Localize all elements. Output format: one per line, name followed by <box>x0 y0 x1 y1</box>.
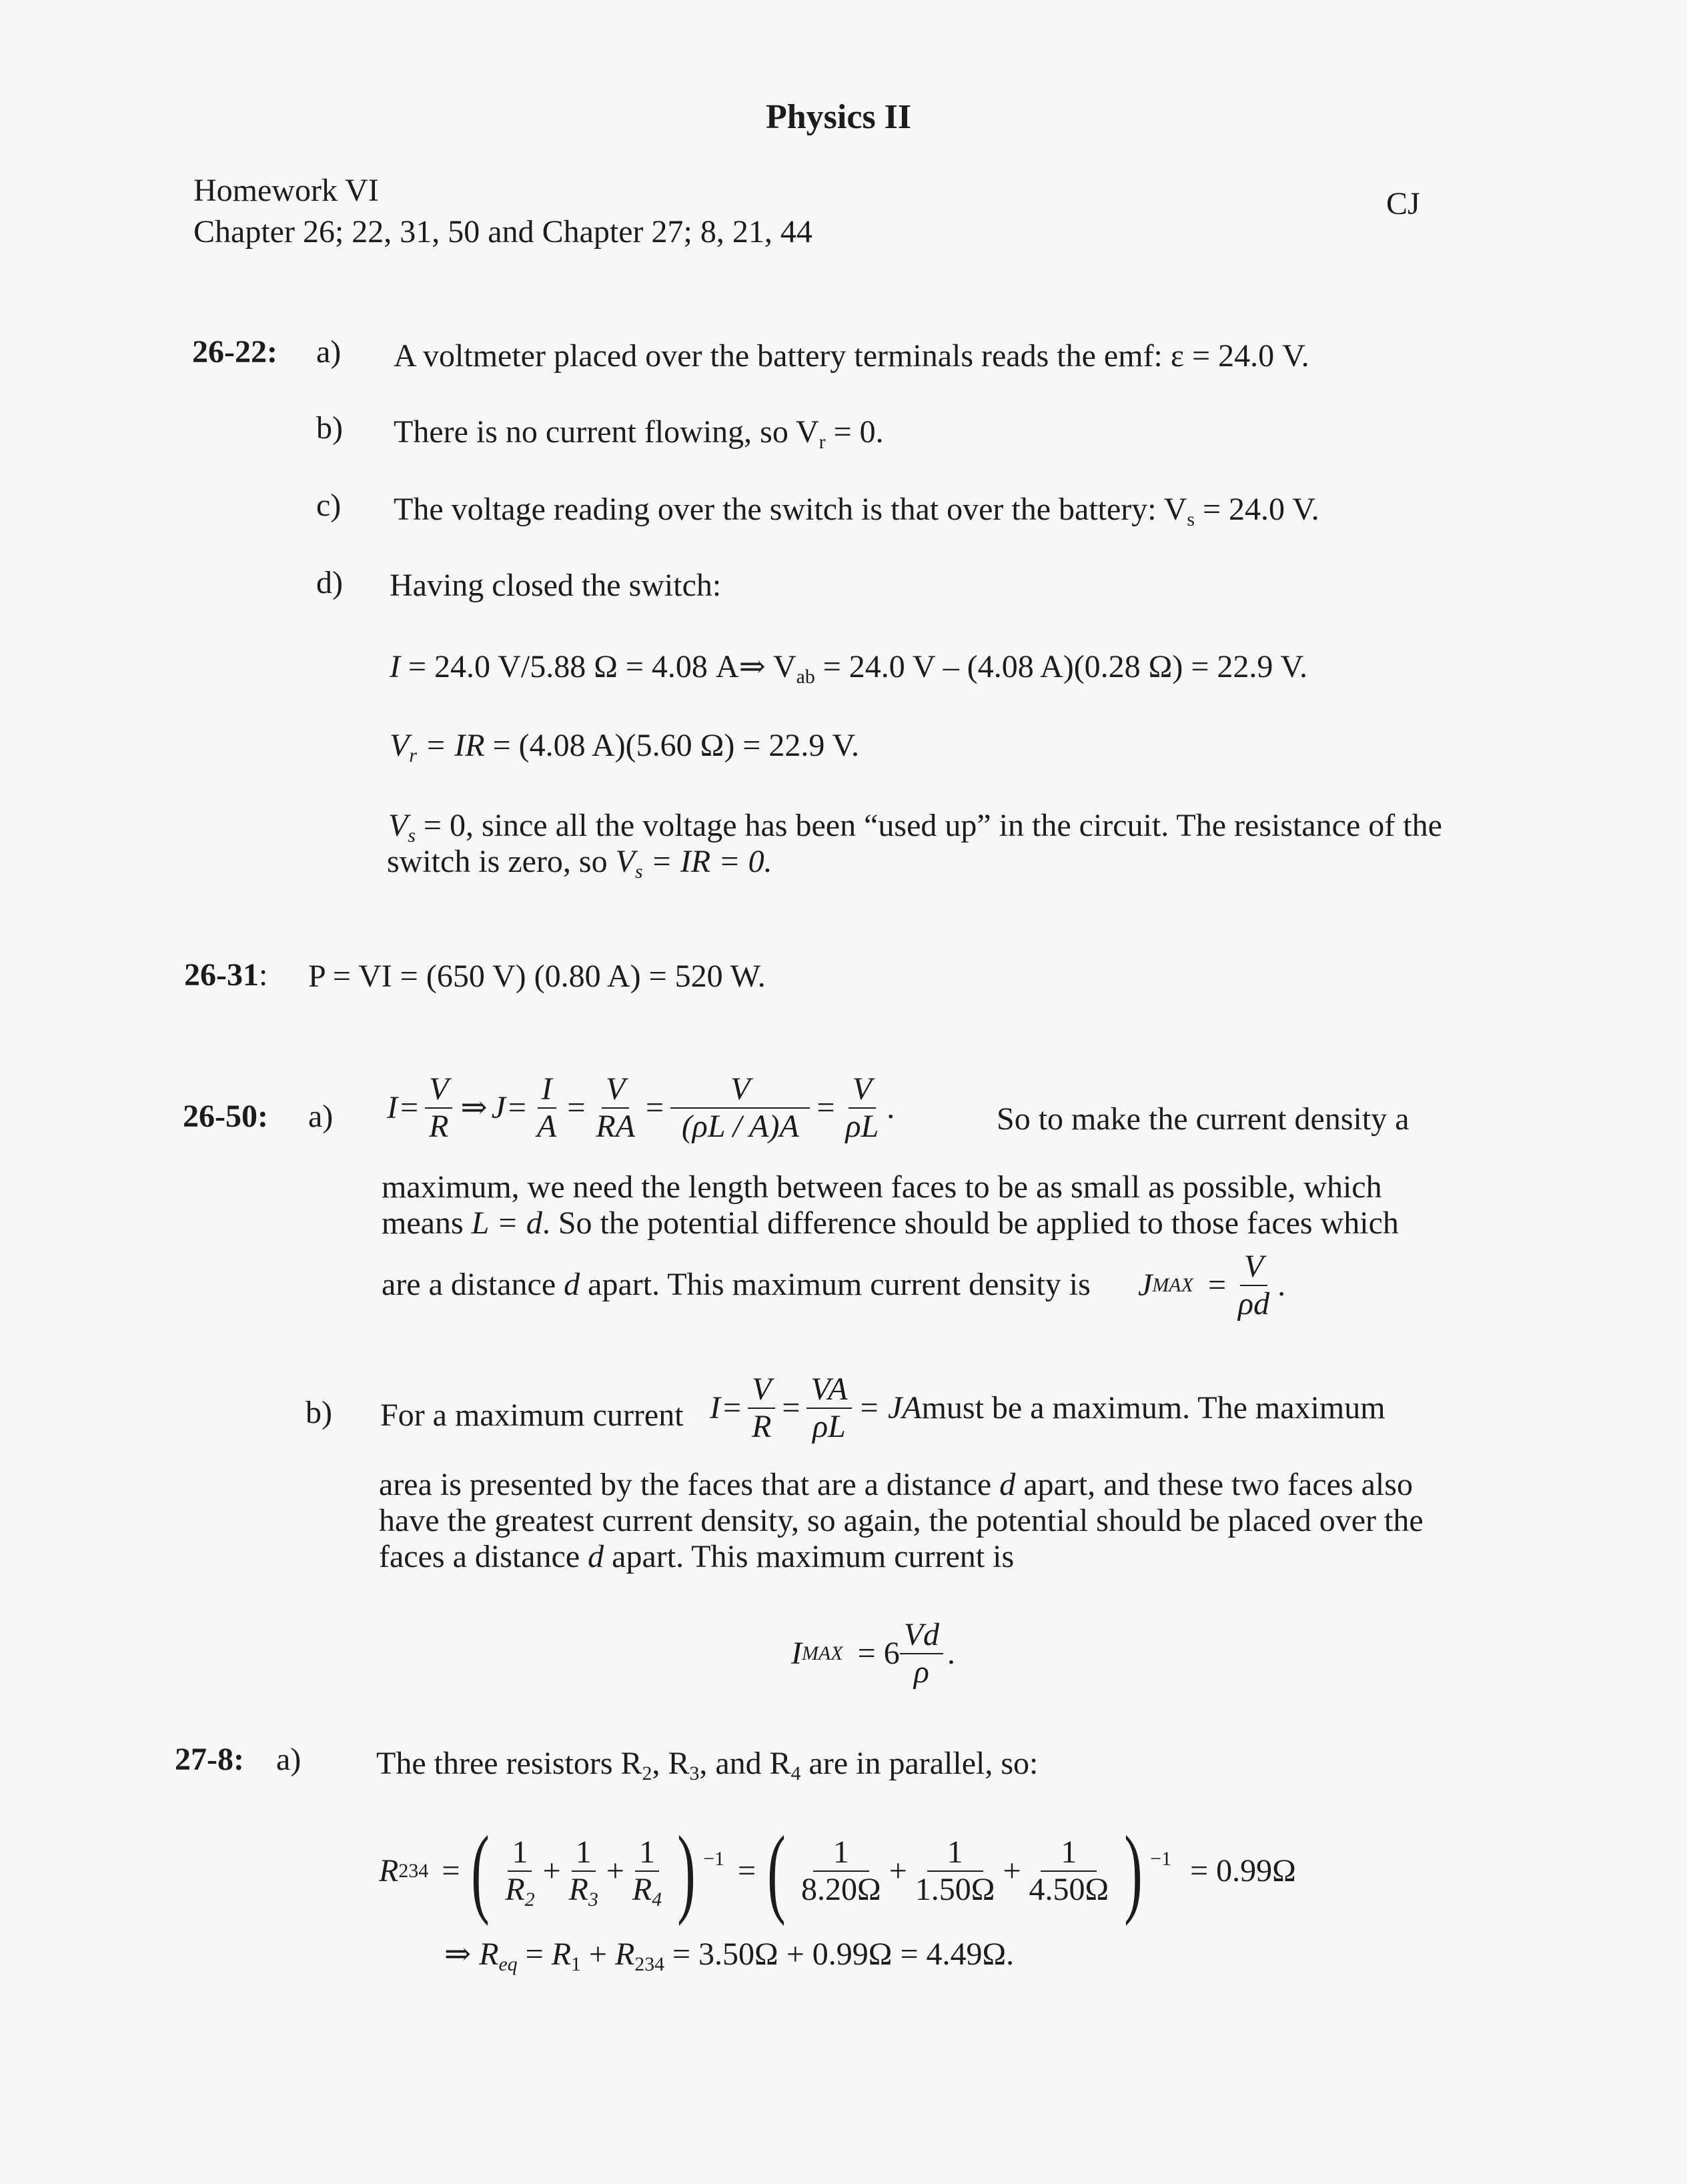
den-r4 <box>628 1872 666 1908</box>
part-b-pre: There is no current flowing, so V <box>394 414 819 450</box>
part-c-sub: s <box>1187 508 1195 530</box>
jmax-equals: = <box>1207 1267 1227 1303</box>
eq3-sub: s <box>408 824 416 847</box>
a-line4-pre: are a distance <box>382 1267 564 1302</box>
par-s4: 4 <box>790 1762 801 1784</box>
eq2-end: = (4.08 A)(5.60 Ω) = 22.9 V. <box>484 728 859 763</box>
left-paren-1: ( <box>471 1816 490 1927</box>
frac-rhol: ρL <box>845 1108 879 1144</box>
plus-b: + <box>606 1853 624 1889</box>
imax-dot: . <box>947 1636 956 1672</box>
eq1-i: I <box>390 649 400 684</box>
part-a-line3 <box>382 1205 1399 1241</box>
frac-rhola: (ρL / A)A <box>681 1108 799 1144</box>
par-pre: The three resistors R <box>376 1746 642 1781</box>
req-r234: R <box>615 1937 635 1972</box>
req-r: R <box>479 1937 499 1972</box>
fraction-i-over-a <box>533 1071 560 1145</box>
implies-arrow: ⇒ <box>460 1090 488 1126</box>
frac-1-over-450 <box>1025 1834 1113 1908</box>
part-a-label-2650: a) <box>308 1099 334 1134</box>
problem-27-8-label: 27-8: <box>175 1742 244 1777</box>
den-r2 <box>501 1872 538 1908</box>
b-post: must be a maximum. The maximum <box>921 1390 1385 1426</box>
page-title: Physics II <box>766 98 912 136</box>
b-eq-I: I <box>710 1390 720 1426</box>
par-s3: 3 <box>689 1762 700 1784</box>
eq3-line1: = 0, since all the voltage has been “used up” in the circuit. The resistance of the <box>415 808 1442 843</box>
current-equation <box>390 648 1308 688</box>
eq-equals-4: = <box>646 1090 664 1126</box>
imax-num: Vd <box>900 1617 943 1654</box>
current-density-equation <box>387 1071 895 1145</box>
par-c1: , R <box>652 1746 690 1781</box>
b-frac-v: V <box>748 1372 775 1409</box>
b-line2-post: apart, and these two faces also <box>1015 1467 1413 1502</box>
b-frac-va: VA <box>806 1372 851 1409</box>
part-b-label-2650: b) <box>306 1395 332 1430</box>
homework-label: Homework VI <box>193 173 379 208</box>
b-line4-pre: faces a distance <box>379 1539 588 1574</box>
den-r4-r: R <box>632 1872 652 1907</box>
part-b-pre-2650: For a maximum current <box>380 1398 684 1433</box>
part-b-sub: r <box>818 430 826 453</box>
eq3-line2-pre: switch is zero, so <box>387 844 616 879</box>
den-820: 8.20Ω <box>801 1872 881 1907</box>
frac-ra: RA <box>596 1108 636 1144</box>
part-b-text <box>394 414 884 453</box>
den-r2-r: R <box>505 1872 525 1907</box>
eq-equals-2: = <box>508 1090 526 1126</box>
frac-v2: V <box>602 1071 629 1109</box>
den-150: 1.50Ω <box>915 1872 995 1907</box>
eq-equals-5: = <box>816 1090 835 1126</box>
jmax-num: V <box>1240 1249 1267 1286</box>
eq-equals-3: = <box>567 1090 586 1126</box>
one-a: 1 <box>508 1834 532 1872</box>
imax-fraction <box>900 1617 943 1690</box>
a-line3-eq: L = d <box>471 1205 542 1241</box>
part-c-label: c) <box>316 488 342 523</box>
par-s2: 2 <box>642 1762 652 1784</box>
eq3-line2-end: = IR = 0. <box>642 844 772 879</box>
problem-26-50-label: 26-50: <box>183 1099 268 1134</box>
eq1-sub: ab <box>796 665 815 688</box>
frac-1-over-r2 <box>501 1834 538 1908</box>
jmax-fraction <box>1234 1249 1273 1322</box>
power-equation: P = VI = (650 V) (0.80 A) = 520 W. <box>308 959 766 994</box>
den-450: 4.50Ω <box>1029 1872 1109 1907</box>
req-mid: = <box>517 1937 552 1972</box>
part-a-text: A voltmeter placed over the battery terminals reads the emf: ε = 24.0 V. <box>394 338 1309 374</box>
frac-a: A <box>537 1108 557 1144</box>
part-c-pre: The voltage reading over the switch is that over the battery: V <box>394 492 1187 527</box>
eq2-sub: r <box>409 744 417 766</box>
one-f: 1 <box>1041 1834 1097 1872</box>
b-line2-d: d <box>999 1467 1016 1502</box>
b-line4-d: d <box>588 1539 604 1574</box>
b-eq-ja: = JA <box>858 1390 922 1426</box>
req-plus-sign: + <box>588 1937 607 1972</box>
jmax-equation: J MAX = $\frac{V}{\rho d}$ . <box>1138 1249 1286 1321</box>
b-line2-pre: area is presented by the faces that are a distance <box>379 1467 1000 1502</box>
part-b-line2-2650 <box>379 1466 1413 1503</box>
b-frac-rhol: ρL <box>812 1408 846 1444</box>
exponent-1: −1 <box>703 1847 724 1870</box>
jmax-den: ρd <box>1238 1285 1270 1321</box>
r234-equation: R 234 = ( $\frac{1}{R_2}$ + $\frac{1}{R_3}$ + $\frac{1}{R_4}$ ) −1 = ( $\frac{1}{8.20\Omega}$ + $\frac{1}{1.50\Omega}$ + $\frac{1}{4.50\Omega}$ ) −1 = 0.99Ω <box>379 1816 1296 1927</box>
vr-equation <box>390 727 859 764</box>
req-end: = 3.50Ω + 0.99Ω = 4.49Ω. <box>664 1937 1015 1972</box>
parallel-resistors-text <box>376 1745 1038 1782</box>
frac-i: I <box>538 1071 556 1109</box>
eq-dot: . <box>887 1090 895 1126</box>
part-a-line4 <box>382 1266 1091 1303</box>
req-plus <box>581 1937 615 1972</box>
one-e: 1 <box>927 1834 983 1872</box>
a-line3-post: . So the potential difference should be applied to those faces which <box>542 1205 1399 1241</box>
a-line3-pre: means <box>382 1205 472 1241</box>
vs-explanation-line2 <box>387 843 772 883</box>
max-current-equation <box>710 1372 1385 1445</box>
one-b: 1 <box>572 1834 596 1872</box>
den-r3 <box>565 1872 602 1908</box>
plus-c: + <box>889 1853 907 1889</box>
part-d-label: d) <box>316 565 343 600</box>
imax-i: I <box>791 1636 802 1672</box>
vs-explanation-line1 <box>388 807 1442 847</box>
right-paren-1: ) <box>677 1816 696 1927</box>
fraction-v-over-r <box>425 1071 452 1145</box>
req-arrow: ⇒ <box>444 1937 480 1972</box>
part-d-text: Having closed the switch: <box>390 568 722 603</box>
part-a-line2: maximum, we need the length between faces to be as small as possible, which <box>382 1169 1382 1205</box>
part-a-label-278: a) <box>276 1742 302 1777</box>
a-line4-d: d <box>564 1267 580 1302</box>
req-r234-sub: 234 <box>634 1953 664 1975</box>
frac-1-over-150 <box>911 1834 999 1908</box>
req-r1: R <box>551 1937 572 1972</box>
den-r3-r: R <box>568 1872 588 1907</box>
eq-J: J <box>491 1090 506 1126</box>
part-a-tail: So to make the current density a <box>997 1101 1410 1137</box>
b-line4-post: apart. This maximum current is <box>604 1539 1015 1574</box>
part-c-post: = 24.0 V. <box>1194 492 1319 527</box>
b-fraction-va-over-rhol <box>806 1372 851 1445</box>
jmax-j: J <box>1138 1267 1153 1303</box>
eq3-line2-v: V <box>615 844 635 879</box>
part-b-line4-2650 <box>379 1538 1014 1575</box>
frac-1-over-820 <box>797 1834 885 1908</box>
req-sub: eq <box>498 1953 518 1975</box>
den-r4-sub: 4 <box>652 1888 662 1910</box>
eq1-mid: = 24.0 V/5.88 Ω = 4.08 A⇒ V <box>400 649 796 684</box>
b-eq-equals: = <box>722 1390 742 1426</box>
part-b-line3-2650: have the greatest current density, so again, the potential should be placed over the <box>379 1503 1424 1538</box>
problem-26-31-colon: : <box>258 957 268 993</box>
r234-equals-2: = <box>738 1853 756 1889</box>
problem-26-31 <box>184 957 267 993</box>
b-eq-equals-2: = <box>782 1390 800 1426</box>
req-equation <box>444 1936 1014 1973</box>
eq2-v: V <box>390 728 410 763</box>
imax-equals: = 6 <box>857 1636 900 1672</box>
author-initials: CJ <box>1386 186 1420 221</box>
frac-v: V <box>425 1071 452 1109</box>
frac-1-over-r3 <box>565 1834 602 1908</box>
fraction-v-over-rhola <box>670 1071 810 1145</box>
frac-v4: V <box>849 1071 876 1109</box>
frac-1-over-r4 <box>628 1834 666 1908</box>
right-paren-2: ) <box>1124 1816 1143 1927</box>
req-r1-sub: 1 <box>571 1953 581 1975</box>
problem-26-22-label: 26-22: <box>192 334 277 370</box>
den-r3-sub: 3 <box>588 1888 598 1910</box>
eq3-line2-sub: s <box>634 860 643 883</box>
eq1-end: = 24.0 V – (4.08 A)(0.28 Ω) = 22.9 V. <box>814 649 1308 684</box>
r234-r: R <box>379 1853 399 1889</box>
fraction-v-over-ra <box>592 1071 639 1145</box>
r234-equals: = <box>442 1853 460 1889</box>
part-b-label: b) <box>316 410 343 446</box>
frac-r: R <box>429 1108 449 1144</box>
jmax-dot: . <box>1277 1267 1286 1303</box>
frac-v3: V <box>670 1071 810 1109</box>
den-r2-sub: 2 <box>524 1888 535 1910</box>
imax-den: ρ <box>913 1654 929 1690</box>
par-post: are in parallel, so: <box>800 1746 1039 1781</box>
left-paren-2: ( <box>767 1816 786 1927</box>
one-d: 1 <box>813 1834 869 1872</box>
exponent-2: −1 <box>1150 1847 1172 1870</box>
chapter-list: Chapter 26; 22, 31, 50 and Chapter 27; 8, 21, 44 <box>193 214 812 249</box>
plus-a: + <box>542 1853 561 1889</box>
problem-26-31-label: 26-31 <box>184 957 259 993</box>
part-a-label: a) <box>316 334 342 370</box>
one-c: 1 <box>635 1834 659 1872</box>
eq-equals-1: = <box>400 1090 419 1126</box>
b-fraction-v-over-r <box>748 1372 775 1445</box>
par-c2: , and R <box>699 1746 791 1781</box>
eq-I: I <box>387 1090 398 1126</box>
eq3-v: V <box>388 808 408 843</box>
b-frac-r: R <box>752 1408 772 1444</box>
r234-result: = 0.99Ω <box>1190 1853 1296 1889</box>
eq2-ir: = IR <box>416 728 485 763</box>
imax-equation: I MAX = 6 $\frac{Vd}{\rho}$ . <box>791 1617 956 1690</box>
part-b-post: = 0. <box>825 414 884 450</box>
part-c-text <box>394 491 1319 528</box>
a-line4-post: apart. This maximum current density is <box>580 1267 1091 1302</box>
fraction-v-over-rhol <box>842 1071 883 1145</box>
plus-d: + <box>1003 1853 1021 1889</box>
